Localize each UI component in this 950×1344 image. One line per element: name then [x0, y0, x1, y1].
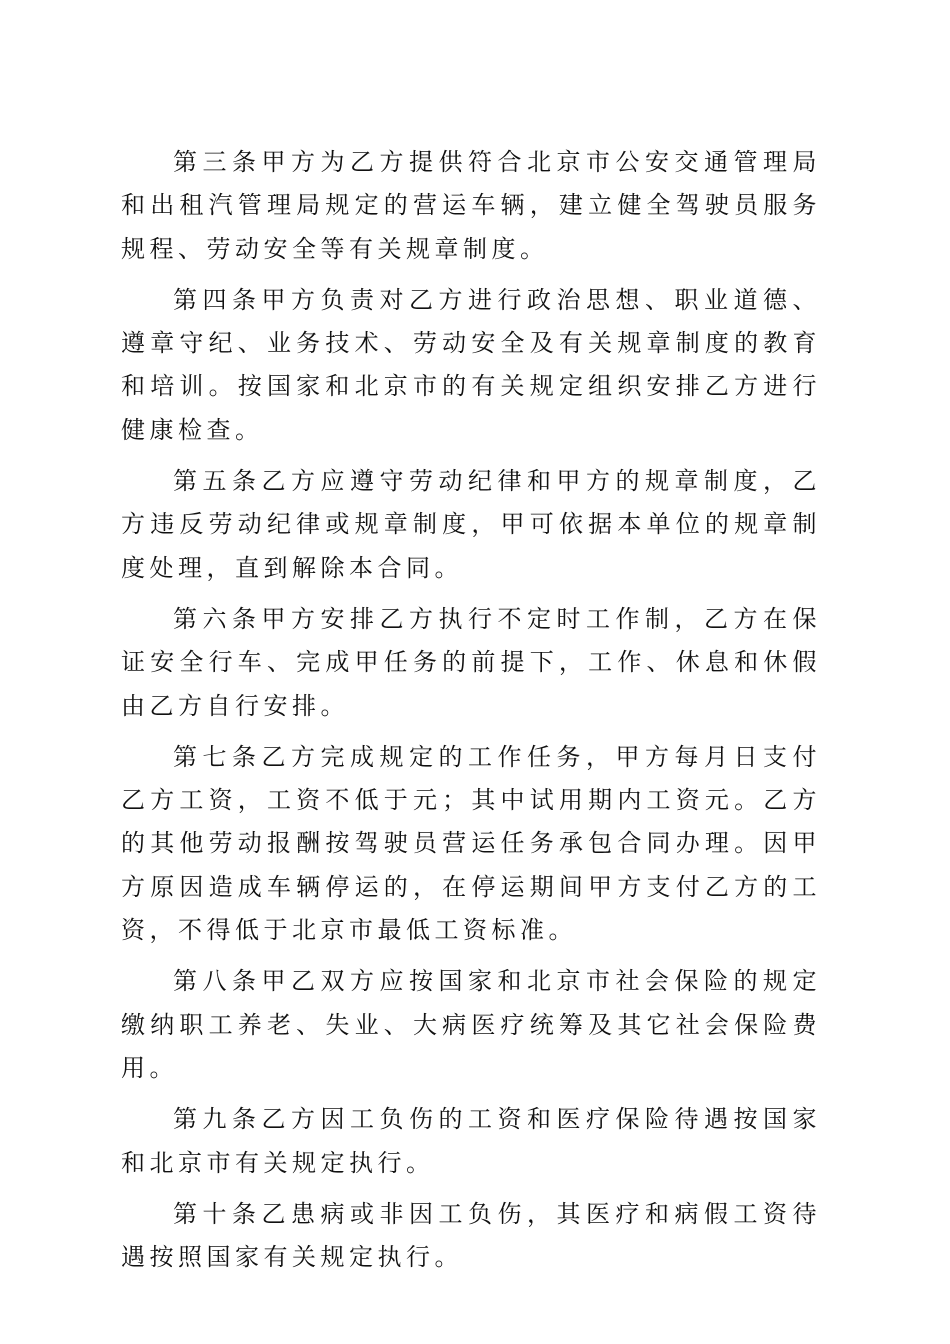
article-6-paragraph: 第六条甲方安排乙方执行不定时工作制，乙方在保证安全行车、完成甲任务的前提下，工作、休息和休假由乙方自行安排。 [121, 604, 821, 720]
article-9-paragraph: 第九条乙方因工负伤的工资和医疗保险待遇按国家和北京市有关规定执行。 [121, 1105, 821, 1177]
article-10-paragraph: 第十条乙患病或非因工负伤，其医疗和病假工资待遇按照国家有关规定执行。 [121, 1199, 821, 1272]
document-body [121, 141, 821, 1287]
article-5-paragraph: 第五条乙方应遵守劳动纪律和甲方的规章制度，乙方违反劳动纪律或规章制度，甲可依据本单位的规章制度处理，直到解除本合同。 [121, 467, 821, 582]
article-7-paragraph: 第七条乙方完成规定的工作任务，甲方每月日支付乙方工资，工资不低于元；其中试用期内工资元。乙方的其他劳动报酬按驾驶员营运任务承包合同办理。因甲方原因造成车辆停运的，在停运期间甲方支付乙方的工资，不得低于北京市最低工资标准。 [121, 742, 821, 945]
article-8-paragraph: 第八条甲乙双方应按国家和北京市社会保险的规定缴纳职工养老、失业、大病医疗统筹及其它社会保险费用。 [121, 967, 821, 1082]
article-3-paragraph: 第三条甲方为乙方提供符合北京市公安交通管理局和出租汽管理局规定的营运车辆，建立健全驾驶员服务规程、劳动安全等有关规章制度。 [121, 148, 821, 263]
article-4-paragraph: 第四条甲方负责对乙方进行政治思想、职业道德、遵章守纪、业务技术、劳动安全及有关规章制度的教育和培训。按国家和北京市的有关规定组织安排乙方进行健康检查。 [121, 285, 821, 444]
